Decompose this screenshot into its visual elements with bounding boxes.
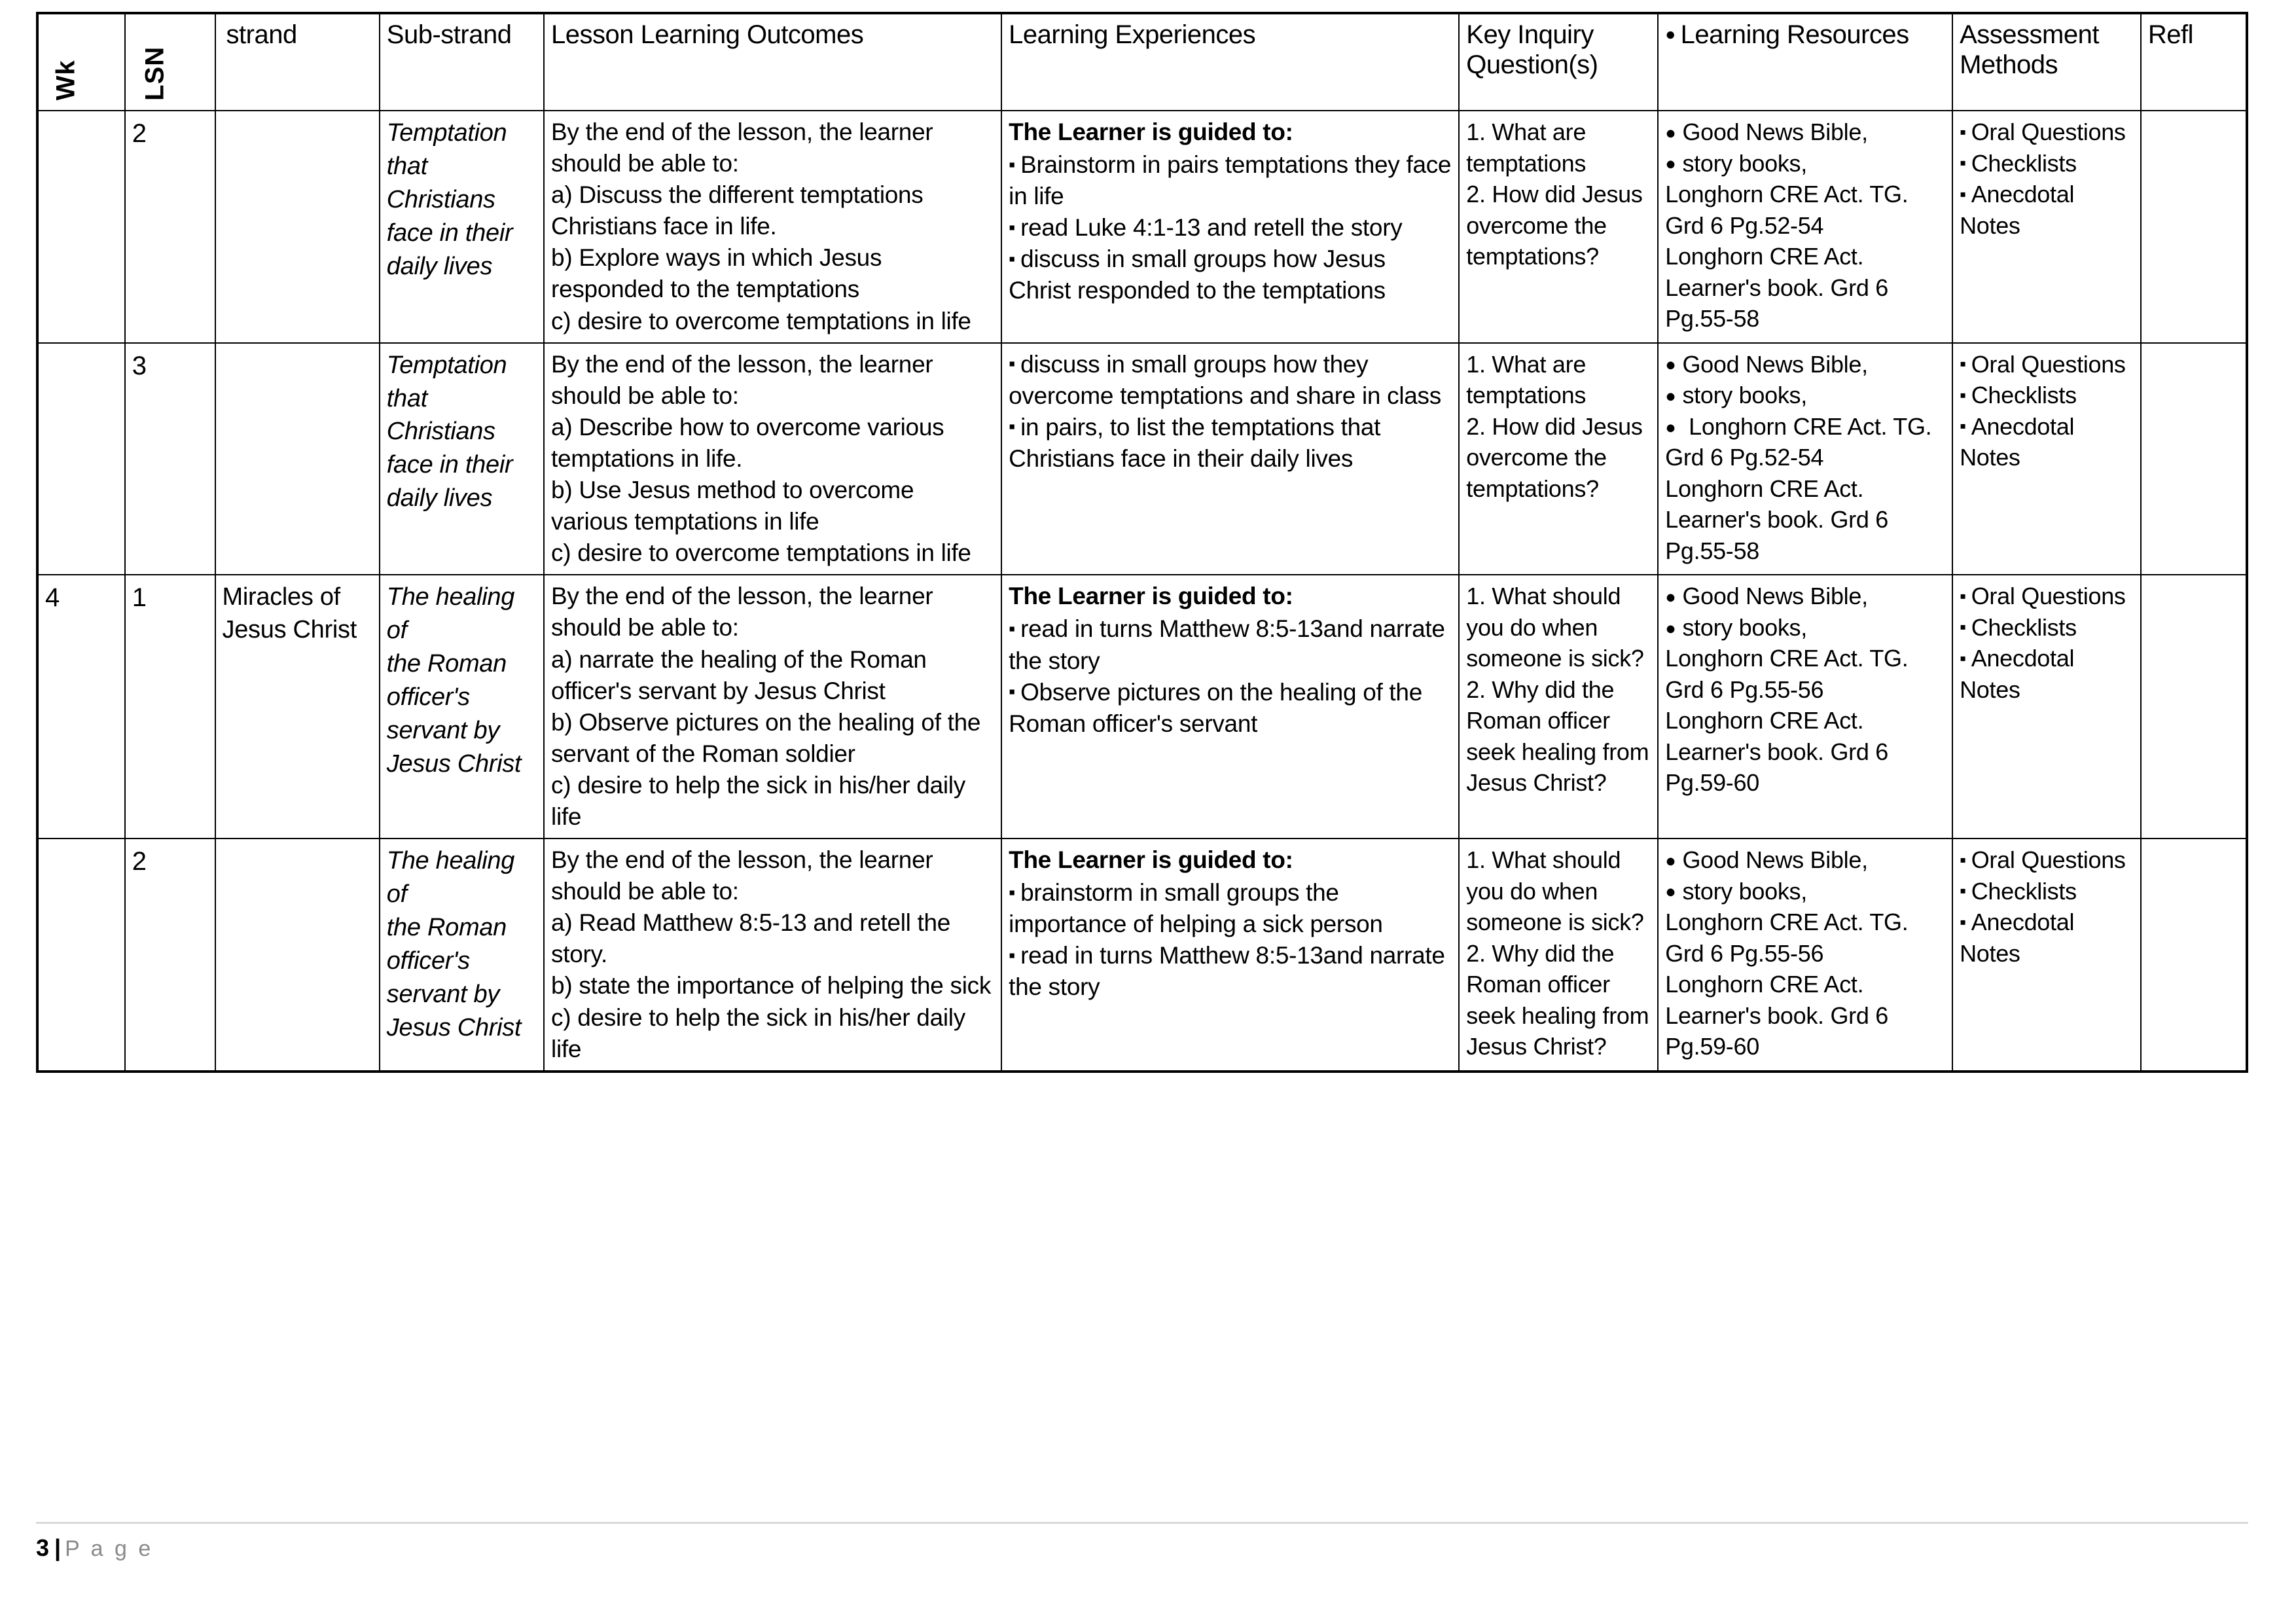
sub-strand-line: Jesus Christ — [386, 1013, 522, 1041]
header-strand-label: strand — [226, 20, 297, 49]
assessment-item: ▪ Oral Questions — [1960, 844, 2134, 876]
header-learning-experiences — [1001, 13, 1459, 111]
cell-lesson: 2 — [125, 839, 215, 1072]
cell-week: 4 — [37, 575, 125, 839]
cell-reflection — [2141, 575, 2247, 839]
header-key-inquiry-label: Key Inquiry Question(s) — [1466, 20, 1598, 80]
cell-lesson-learning-outcomes — [544, 839, 1001, 1072]
assessment-list — [1960, 844, 2134, 969]
resource-item: Longhorn CRE Act. TG. Grd 6 Pg.52-54 — [1665, 181, 1909, 239]
cell-key-inquiry-questions — [1459, 575, 1658, 839]
cell-week — [37, 839, 125, 1072]
cell-learning-resources — [1658, 111, 1952, 343]
resources-list — [1665, 117, 1945, 334]
outcome-item: b) Use Jesus method to overcome various temptations in life — [551, 477, 914, 535]
resource-item: Longhorn CRE Act. Learner's book. Grd 6 Pg.59-60 — [1665, 971, 1888, 1060]
footer-separator: | — [54, 1534, 62, 1561]
cell-key-inquiry-questions — [1459, 839, 1658, 1072]
experiences-lead: The Learner is guided to: — [1009, 846, 1293, 874]
outcome-item: b) Explore ways in which Jesus responded to the temptations — [551, 244, 882, 303]
header-lesson-label: LSN — [140, 46, 170, 101]
key-inquiry-item: 2. How did Jesus overcome the temptations? — [1466, 181, 1643, 270]
sub-strand-line: servant by — [386, 716, 500, 744]
footer-divider — [36, 1522, 2248, 1524]
outcome-item: a) narrate the healing of the Roman officer's servant by Jesus Christ — [551, 645, 927, 704]
resource-item: ● Good News Bible, — [1665, 117, 1945, 148]
cell-strand: Miracles of Jesus Christ — [215, 575, 380, 839]
outcome-item: c) desire to help the sick in his/her daily life — [551, 1003, 965, 1062]
key-inquiry-item: 2. Why did the Roman officer seek healing from Jesus Christ? — [1466, 676, 1649, 797]
outcome-item: b) state the importance of helping the sick — [551, 972, 992, 1000]
cell-strand — [215, 839, 380, 1072]
experiences-list — [1009, 613, 1452, 739]
sub-strand-line: officer's — [386, 683, 470, 712]
header-sub-strand — [380, 13, 544, 111]
cell-lesson: 3 — [125, 343, 215, 575]
header-week-label: Wk — [51, 60, 81, 100]
outcomes-lead: By the end of the lesson, the learner should be able to: — [551, 118, 933, 177]
outcome-item: c) desire to overcome temptations in life — [551, 307, 971, 334]
header-outcomes-label: Lesson Learning Outcomes — [551, 20, 864, 49]
header-lesson — [125, 13, 215, 111]
cell-learning-experiences — [1001, 111, 1459, 343]
cell-sub-strand — [380, 839, 544, 1072]
resource-item: Longhorn CRE Act. Learner's book. Grd 6 Pg.55-58 — [1665, 475, 1888, 564]
outcomes-lead: By the end of the lesson, the learner should be able to: — [551, 583, 933, 641]
outcomes-lead: By the end of the lesson, the learner should be able to: — [551, 846, 933, 905]
table-header-row — [37, 13, 2247, 111]
resources-list — [1665, 349, 1945, 567]
sub-strand-line: The healing of — [386, 847, 515, 908]
assessment-item: ▪ Oral Questions — [1960, 117, 2134, 148]
assessment-item: ▪ Oral Questions — [1960, 349, 2134, 380]
cell-reflection — [2141, 343, 2247, 575]
footer-page-number: 3 — [36, 1534, 50, 1561]
resource-item: ● story books, — [1665, 876, 1945, 907]
assessment-item: ▪ Anecdotal Notes — [1960, 179, 2134, 241]
cell-learning-experiences — [1001, 575, 1459, 839]
key-inquiry-item: 1. What should you do when someone is sick? — [1466, 846, 1644, 936]
cell-learning-experiences — [1001, 839, 1459, 1072]
resource-item: Longhorn CRE Act. Learner's book. Grd 6 Pg.55-58 — [1665, 243, 1888, 333]
experience-item: ▪ Brainstorm in pairs temptations they face in life — [1009, 149, 1452, 212]
assessment-list — [1960, 117, 2134, 241]
cell-sub-strand — [380, 575, 544, 839]
experience-item: ▪ Observe pictures on the healing of the Roman officer's servant — [1009, 677, 1452, 740]
cell-lesson: 1 — [125, 575, 215, 839]
experiences-lead: The Learner is guided to: — [1009, 583, 1293, 610]
resources-list — [1665, 844, 1945, 1062]
resource-item: ● story books, — [1665, 148, 1945, 179]
outcome-item: c) desire to overcome temptations in life — [551, 539, 971, 567]
sub-strand-line: daily lives — [386, 484, 493, 513]
resource-item: Longhorn CRE Act. TG. Grd 6 Pg.55-56 — [1665, 909, 1909, 967]
table-row — [37, 343, 2247, 575]
resource-item-continuation: Grd 6 Pg.52-54 — [1665, 444, 1824, 471]
resource-item: ● story books, — [1665, 380, 1945, 411]
sub-strand-line: Temptation — [386, 351, 507, 379]
sub-strand-line: The healing of — [386, 583, 515, 645]
header-learning-resources-label: Learning Resources — [1680, 20, 1909, 49]
header-week — [37, 13, 125, 111]
cell-reflection — [2141, 111, 2247, 343]
sub-strand-line: Temptation — [386, 119, 507, 147]
assessment-item: ▪ Checklists — [1960, 876, 2134, 907]
experience-item: ▪ read in turns Matthew 8:5-13and narrate the story — [1009, 613, 1452, 676]
assessment-item: ▪ Oral Questions — [1960, 581, 2134, 612]
experience-item: ▪ discuss in small groups how Jesus Christ responded to the temptations — [1009, 244, 1452, 306]
cell-reflection — [2141, 839, 2247, 1072]
sub-strand-line: officer's — [386, 947, 470, 975]
footer-page-word: P a g e — [65, 1536, 154, 1561]
outcome-item: a) Discuss the different temptations Christians face in life. — [551, 181, 924, 240]
cell-lesson-learning-outcomes — [544, 575, 1001, 839]
assessment-item: ▪ Checklists — [1960, 612, 2134, 643]
cell-strand — [215, 111, 380, 343]
key-inquiry-item: 2. How did Jesus overcome the temptations? — [1466, 412, 1643, 502]
table-row — [37, 111, 2247, 343]
cell-lesson-learning-outcomes — [544, 111, 1001, 343]
header-reflection-label: Refl — [2147, 20, 2193, 49]
experience-item: ▪ read Luke 4:1-13 and retell the story — [1009, 212, 1452, 244]
cell-week — [37, 111, 125, 343]
table-row — [37, 839, 2247, 1072]
experiences-list — [1009, 349, 1452, 475]
resource-item: ● Good News Bible, — [1665, 349, 1945, 380]
header-assessment-methods — [1952, 13, 2141, 111]
resource-item: ● Good News Bible, — [1665, 581, 1945, 612]
bullet-icon: ● — [1665, 24, 1676, 45]
resource-item: ● story books, — [1665, 612, 1945, 643]
key-inquiry-item: 1. What are temptations — [1466, 118, 1587, 177]
outcome-item: a) Read Matthew 8:5-13 and retell the story. — [551, 909, 951, 968]
cell-learning-resources — [1658, 575, 1952, 839]
experience-item: ▪ read in turns Matthew 8:5-13and narrate the story — [1009, 940, 1452, 1003]
sub-strand-line: that Christians — [386, 152, 495, 213]
cell-learning-experiences — [1001, 343, 1459, 575]
footer-page-indicator — [36, 1534, 2260, 1562]
page-footer — [36, 1522, 2260, 1562]
scheme-of-work-table — [36, 12, 2248, 1073]
assessment-item: ▪ Checklists — [1960, 148, 2134, 179]
resource-item: Longhorn CRE Act. TG. Grd 6 Pg.55-56 — [1665, 645, 1909, 703]
outcome-item: c) desire to help the sick in his/her daily life — [551, 771, 965, 830]
outcome-item: b) Observe pictures on the healing of the servant of the Roman soldier — [551, 708, 981, 767]
cell-assessment-methods — [1952, 111, 2141, 343]
sub-strand-line: daily lives — [386, 252, 493, 280]
table-row — [37, 575, 2247, 839]
cell-key-inquiry-questions — [1459, 343, 1658, 575]
outcome-item: a) Describe how to overcome various temptations in life. — [551, 413, 944, 472]
sub-strand-line: the Roman — [386, 650, 507, 678]
resources-list — [1665, 581, 1945, 799]
header-sub-strand-label: Sub-strand — [386, 20, 512, 49]
cell-learning-resources — [1658, 839, 1952, 1072]
sub-strand-line: face in their — [386, 219, 513, 247]
header-experiences-label: Learning Experiences — [1009, 20, 1256, 49]
cell-sub-strand — [380, 343, 544, 575]
experience-item: ▪ in pairs, to list the temptations that Christians face in their daily lives — [1009, 412, 1452, 475]
key-inquiry-item: 2. Why did the Roman officer seek healing from Jesus Christ? — [1466, 939, 1649, 1060]
assessment-list — [1960, 349, 2134, 473]
resource-item: ● Good News Bible, — [1665, 844, 1945, 876]
sub-strand-line: face in their — [386, 451, 513, 479]
header-lesson-learning-outcomes — [544, 13, 1001, 111]
header-key-inquiry-questions — [1459, 13, 1658, 111]
cell-assessment-methods — [1952, 839, 2141, 1072]
cell-strand — [215, 343, 380, 575]
sub-strand-line: Jesus Christ — [386, 749, 522, 778]
header-reflection — [2141, 13, 2247, 111]
cell-key-inquiry-questions — [1459, 111, 1658, 343]
resource-item: Longhorn CRE Act. Learner's book. Grd 6 Pg.59-60 — [1665, 707, 1888, 797]
assessment-item: ▪ Anecdotal Notes — [1960, 907, 2134, 969]
resource-item: ● Longhorn CRE Act. TG. — [1665, 411, 1945, 442]
sub-strand-line: the Roman — [386, 913, 507, 941]
cell-lesson-learning-outcomes — [544, 343, 1001, 575]
experiences-list — [1009, 877, 1452, 1003]
key-inquiry-item: 1. What are temptations — [1466, 350, 1587, 409]
cell-learning-resources — [1658, 343, 1952, 575]
cell-sub-strand — [380, 111, 544, 343]
cell-week — [37, 343, 125, 575]
experience-item: ▪ brainstorm in small groups the importance of helping a sick person — [1009, 877, 1452, 940]
experience-item: ▪ discuss in small groups how they overcome temptations and share in class — [1009, 349, 1452, 412]
assessment-item: ▪ Checklists — [1960, 380, 2134, 411]
table-body — [37, 111, 2247, 1072]
cell-assessment-methods — [1952, 343, 2141, 575]
outcomes-lead: By the end of the lesson, the learner should be able to: — [551, 350, 933, 409]
header-strand — [215, 13, 380, 111]
experiences-lead: The Learner is guided to: — [1009, 118, 1293, 145]
header-assessment-label: Assessment Methods — [1960, 20, 2099, 80]
cell-lesson: 2 — [125, 111, 215, 343]
experiences-list — [1009, 149, 1452, 306]
header-learning-resources — [1658, 13, 1952, 111]
assessment-list — [1960, 581, 2134, 705]
cell-assessment-methods — [1952, 575, 2141, 839]
key-inquiry-item: 1. What should you do when someone is sick? — [1466, 583, 1644, 672]
sub-strand-line: that Christians — [386, 384, 495, 446]
assessment-item: ▪ Anecdotal Notes — [1960, 643, 2134, 705]
sub-strand-line: servant by — [386, 980, 500, 1008]
assessment-item: ▪ Anecdotal Notes — [1960, 411, 2134, 473]
